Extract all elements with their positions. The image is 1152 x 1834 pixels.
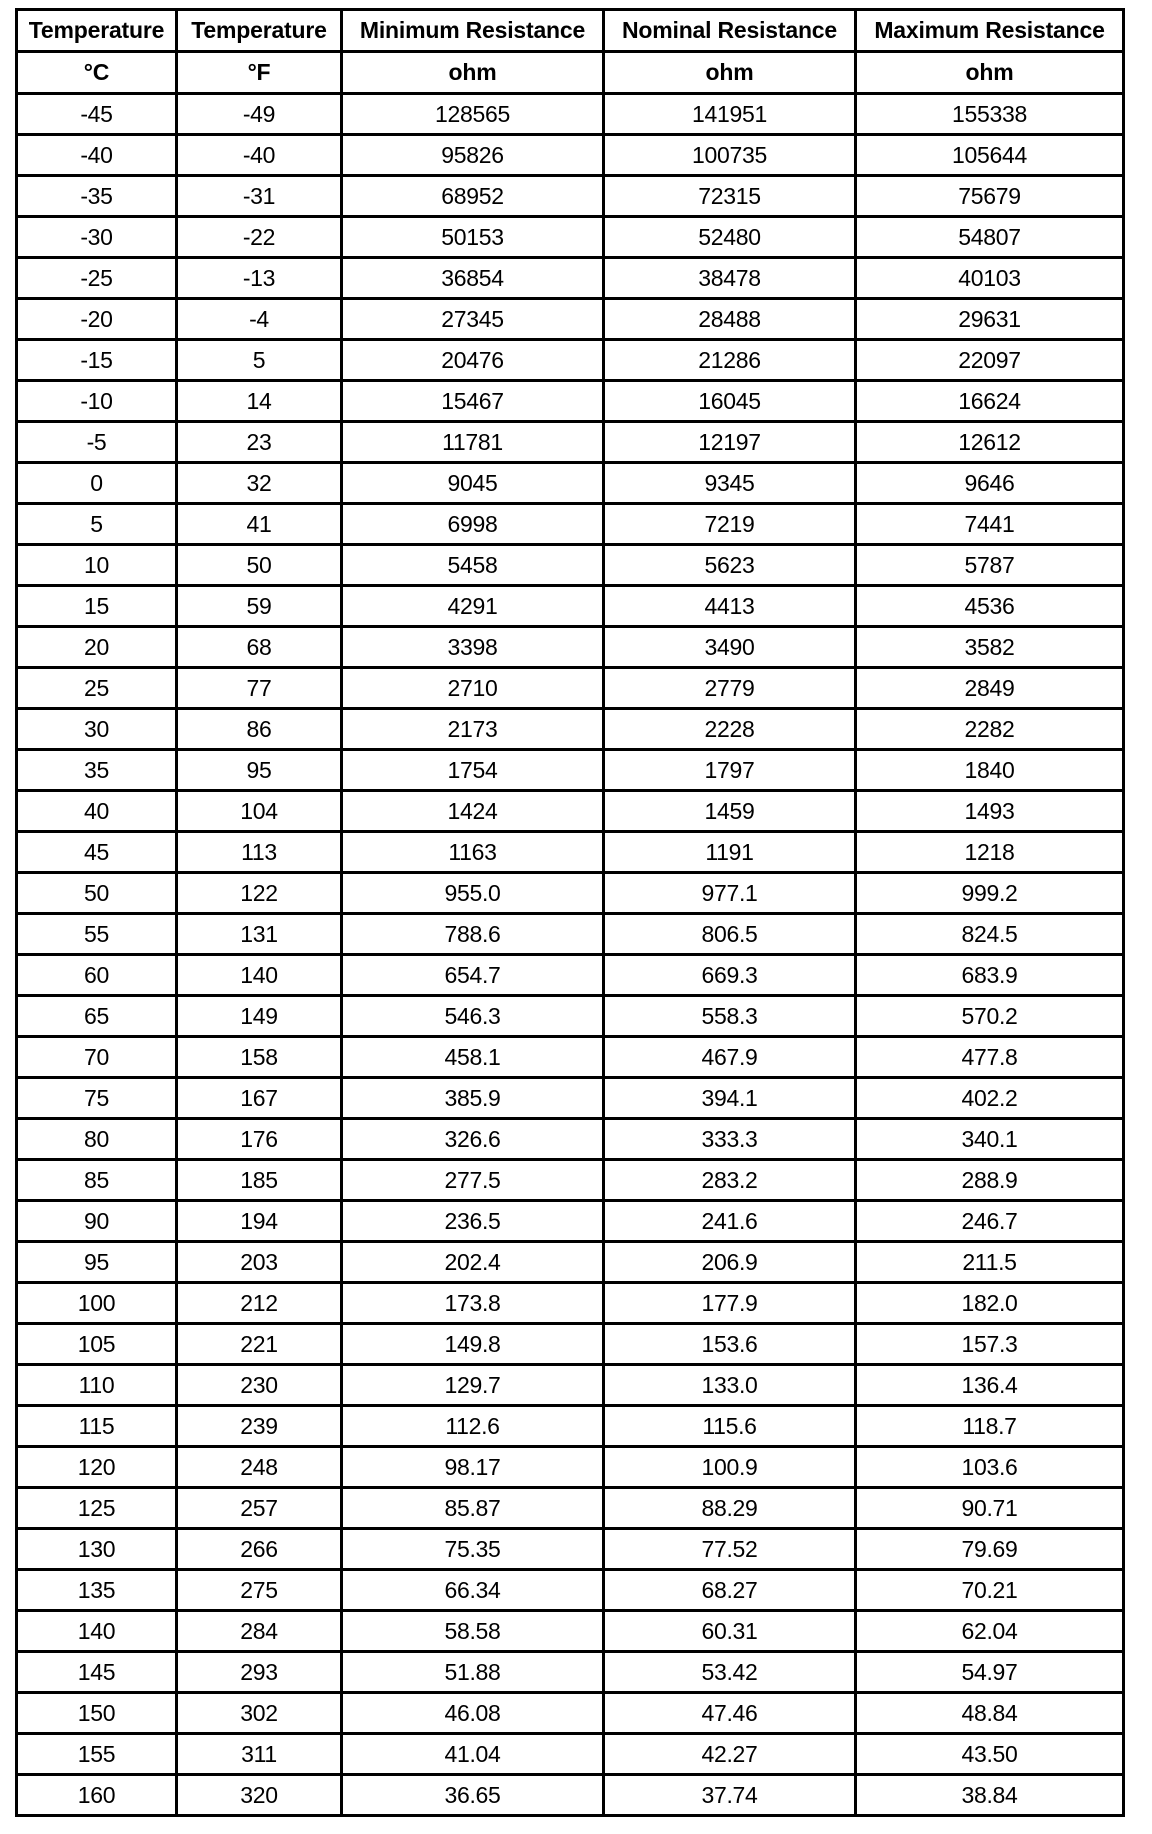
cell-maximum-resistance: 48.84 bbox=[856, 1693, 1124, 1734]
cell-fahrenheit: 185 bbox=[177, 1160, 342, 1201]
table-row bbox=[17, 422, 1124, 463]
table-row bbox=[17, 1365, 1124, 1406]
cell-celsius: -40 bbox=[17, 135, 177, 176]
cell-minimum-resistance: 202.4 bbox=[342, 1242, 604, 1283]
cell-celsius: 75 bbox=[17, 1078, 177, 1119]
cell-minimum-resistance: 129.7 bbox=[342, 1365, 604, 1406]
cell-celsius: 80 bbox=[17, 1119, 177, 1160]
cell-celsius: 100 bbox=[17, 1283, 177, 1324]
table-row bbox=[17, 217, 1124, 258]
cell-minimum-resistance: 326.6 bbox=[342, 1119, 604, 1160]
table-row bbox=[17, 832, 1124, 873]
cell-celsius: 85 bbox=[17, 1160, 177, 1201]
table-row bbox=[17, 1529, 1124, 1570]
table-row bbox=[17, 1283, 1124, 1324]
cell-maximum-resistance: 70.21 bbox=[856, 1570, 1124, 1611]
table-head bbox=[17, 10, 1124, 94]
header-maximum-resistance: Maximum Resistance bbox=[856, 10, 1124, 52]
cell-nominal-resistance: 100.9 bbox=[604, 1447, 856, 1488]
cell-maximum-resistance: 75679 bbox=[856, 176, 1124, 217]
cell-minimum-resistance: 5458 bbox=[342, 545, 604, 586]
cell-maximum-resistance: 5787 bbox=[856, 545, 1124, 586]
cell-minimum-resistance: 128565 bbox=[342, 94, 604, 135]
cell-maximum-resistance: 288.9 bbox=[856, 1160, 1124, 1201]
cell-fahrenheit: 275 bbox=[177, 1570, 342, 1611]
cell-maximum-resistance: 824.5 bbox=[856, 914, 1124, 955]
cell-minimum-resistance: 546.3 bbox=[342, 996, 604, 1037]
table-row bbox=[17, 545, 1124, 586]
cell-minimum-resistance: 15467 bbox=[342, 381, 604, 422]
header-nominal-resistance: Nominal Resistance bbox=[604, 10, 856, 52]
table-row bbox=[17, 955, 1124, 996]
table-row bbox=[17, 709, 1124, 750]
cell-minimum-resistance: 27345 bbox=[342, 299, 604, 340]
cell-fahrenheit: 302 bbox=[177, 1693, 342, 1734]
cell-celsius: 0 bbox=[17, 463, 177, 504]
cell-fahrenheit: 221 bbox=[177, 1324, 342, 1365]
cell-maximum-resistance: 118.7 bbox=[856, 1406, 1124, 1447]
table-row bbox=[17, 586, 1124, 627]
cell-celsius: 60 bbox=[17, 955, 177, 996]
cell-fahrenheit: 140 bbox=[177, 955, 342, 996]
cell-nominal-resistance: 28488 bbox=[604, 299, 856, 340]
cell-minimum-resistance: 51.88 bbox=[342, 1652, 604, 1693]
cell-nominal-resistance: 1191 bbox=[604, 832, 856, 873]
cell-celsius: 65 bbox=[17, 996, 177, 1037]
cell-maximum-resistance: 38.84 bbox=[856, 1775, 1124, 1816]
cell-fahrenheit: 203 bbox=[177, 1242, 342, 1283]
cell-maximum-resistance: 1840 bbox=[856, 750, 1124, 791]
cell-fahrenheit: 95 bbox=[177, 750, 342, 791]
unit-maximum-ohm: ohm bbox=[856, 52, 1124, 94]
cell-celsius: 45 bbox=[17, 832, 177, 873]
table-row bbox=[17, 627, 1124, 668]
cell-nominal-resistance: 669.3 bbox=[604, 955, 856, 996]
cell-celsius: 130 bbox=[17, 1529, 177, 1570]
table-row bbox=[17, 1119, 1124, 1160]
cell-nominal-resistance: 21286 bbox=[604, 340, 856, 381]
cell-nominal-resistance: 16045 bbox=[604, 381, 856, 422]
cell-nominal-resistance: 37.74 bbox=[604, 1775, 856, 1816]
table-row bbox=[17, 1611, 1124, 1652]
cell-celsius: 40 bbox=[17, 791, 177, 832]
cell-fahrenheit: 113 bbox=[177, 832, 342, 873]
units-row bbox=[17, 52, 1124, 94]
cell-maximum-resistance: 7441 bbox=[856, 504, 1124, 545]
cell-maximum-resistance: 570.2 bbox=[856, 996, 1124, 1037]
unit-celsius: °C bbox=[17, 52, 177, 94]
cell-maximum-resistance: 340.1 bbox=[856, 1119, 1124, 1160]
cell-nominal-resistance: 141951 bbox=[604, 94, 856, 135]
cell-celsius: 145 bbox=[17, 1652, 177, 1693]
cell-maximum-resistance: 103.6 bbox=[856, 1447, 1124, 1488]
cell-maximum-resistance: 157.3 bbox=[856, 1324, 1124, 1365]
cell-celsius: 140 bbox=[17, 1611, 177, 1652]
cell-maximum-resistance: 999.2 bbox=[856, 873, 1124, 914]
cell-nominal-resistance: 283.2 bbox=[604, 1160, 856, 1201]
cell-nominal-resistance: 72315 bbox=[604, 176, 856, 217]
table-row bbox=[17, 1160, 1124, 1201]
cell-minimum-resistance: 1754 bbox=[342, 750, 604, 791]
cell-fahrenheit: 284 bbox=[177, 1611, 342, 1652]
cell-minimum-resistance: 66.34 bbox=[342, 1570, 604, 1611]
header-temperature-fahrenheit: Temperature bbox=[177, 10, 342, 52]
cell-celsius: -25 bbox=[17, 258, 177, 299]
table-row bbox=[17, 914, 1124, 955]
cell-fahrenheit: 266 bbox=[177, 1529, 342, 1570]
cell-minimum-resistance: 98.17 bbox=[342, 1447, 604, 1488]
cell-fahrenheit: 248 bbox=[177, 1447, 342, 1488]
cell-nominal-resistance: 115.6 bbox=[604, 1406, 856, 1447]
cell-maximum-resistance: 2282 bbox=[856, 709, 1124, 750]
cell-celsius: 125 bbox=[17, 1488, 177, 1529]
cell-maximum-resistance: 155338 bbox=[856, 94, 1124, 135]
cell-celsius: 70 bbox=[17, 1037, 177, 1078]
cell-minimum-resistance: 46.08 bbox=[342, 1693, 604, 1734]
cell-fahrenheit: 50 bbox=[177, 545, 342, 586]
cell-minimum-resistance: 75.35 bbox=[342, 1529, 604, 1570]
cell-maximum-resistance: 90.71 bbox=[856, 1488, 1124, 1529]
cell-nominal-resistance: 2779 bbox=[604, 668, 856, 709]
resistance-table-container bbox=[15, 8, 1122, 1817]
cell-minimum-resistance: 2710 bbox=[342, 668, 604, 709]
cell-maximum-resistance: 136.4 bbox=[856, 1365, 1124, 1406]
cell-minimum-resistance: 149.8 bbox=[342, 1324, 604, 1365]
cell-fahrenheit: 131 bbox=[177, 914, 342, 955]
table-row bbox=[17, 1488, 1124, 1529]
cell-fahrenheit: 14 bbox=[177, 381, 342, 422]
table-row bbox=[17, 94, 1124, 135]
cell-minimum-resistance: 236.5 bbox=[342, 1201, 604, 1242]
cell-fahrenheit: 23 bbox=[177, 422, 342, 463]
table-row bbox=[17, 299, 1124, 340]
cell-maximum-resistance: 211.5 bbox=[856, 1242, 1124, 1283]
cell-maximum-resistance: 4536 bbox=[856, 586, 1124, 627]
cell-minimum-resistance: 1424 bbox=[342, 791, 604, 832]
cell-nominal-resistance: 394.1 bbox=[604, 1078, 856, 1119]
table-row bbox=[17, 1734, 1124, 1775]
table-row bbox=[17, 381, 1124, 422]
cell-maximum-resistance: 12612 bbox=[856, 422, 1124, 463]
cell-celsius: 120 bbox=[17, 1447, 177, 1488]
cell-celsius: 160 bbox=[17, 1775, 177, 1816]
table-row bbox=[17, 1324, 1124, 1365]
cell-nominal-resistance: 558.3 bbox=[604, 996, 856, 1037]
cell-celsius: 15 bbox=[17, 586, 177, 627]
cell-minimum-resistance: 11781 bbox=[342, 422, 604, 463]
table-row bbox=[17, 668, 1124, 709]
cell-maximum-resistance: 105644 bbox=[856, 135, 1124, 176]
cell-celsius: 35 bbox=[17, 750, 177, 791]
cell-nominal-resistance: 68.27 bbox=[604, 1570, 856, 1611]
cell-nominal-resistance: 177.9 bbox=[604, 1283, 856, 1324]
cell-celsius: -20 bbox=[17, 299, 177, 340]
table-row bbox=[17, 873, 1124, 914]
cell-minimum-resistance: 9045 bbox=[342, 463, 604, 504]
cell-celsius: 30 bbox=[17, 709, 177, 750]
cell-maximum-resistance: 402.2 bbox=[856, 1078, 1124, 1119]
table-body bbox=[17, 94, 1124, 1816]
table-row bbox=[17, 791, 1124, 832]
cell-maximum-resistance: 22097 bbox=[856, 340, 1124, 381]
cell-minimum-resistance: 2173 bbox=[342, 709, 604, 750]
cell-celsius: -5 bbox=[17, 422, 177, 463]
cell-nominal-resistance: 100735 bbox=[604, 135, 856, 176]
table-row bbox=[17, 1078, 1124, 1119]
cell-fahrenheit: 122 bbox=[177, 873, 342, 914]
cell-fahrenheit: -31 bbox=[177, 176, 342, 217]
cell-maximum-resistance: 683.9 bbox=[856, 955, 1124, 996]
cell-minimum-resistance: 458.1 bbox=[342, 1037, 604, 1078]
header-row bbox=[17, 10, 1124, 52]
cell-nominal-resistance: 77.52 bbox=[604, 1529, 856, 1570]
cell-fahrenheit: 293 bbox=[177, 1652, 342, 1693]
cell-nominal-resistance: 12197 bbox=[604, 422, 856, 463]
cell-fahrenheit: 194 bbox=[177, 1201, 342, 1242]
cell-maximum-resistance: 1493 bbox=[856, 791, 1124, 832]
unit-fahrenheit: °F bbox=[177, 52, 342, 94]
unit-minimum-ohm: ohm bbox=[342, 52, 604, 94]
cell-minimum-resistance: 95826 bbox=[342, 135, 604, 176]
header-temperature-celsius: Temperature bbox=[17, 10, 177, 52]
cell-fahrenheit: 32 bbox=[177, 463, 342, 504]
cell-nominal-resistance: 52480 bbox=[604, 217, 856, 258]
cell-celsius: 155 bbox=[17, 1734, 177, 1775]
table-row bbox=[17, 1570, 1124, 1611]
header-minimum-resistance: Minimum Resistance bbox=[342, 10, 604, 52]
cell-nominal-resistance: 977.1 bbox=[604, 873, 856, 914]
cell-nominal-resistance: 53.42 bbox=[604, 1652, 856, 1693]
cell-nominal-resistance: 153.6 bbox=[604, 1324, 856, 1365]
table-row bbox=[17, 463, 1124, 504]
cell-fahrenheit: 230 bbox=[177, 1365, 342, 1406]
cell-fahrenheit: 5 bbox=[177, 340, 342, 381]
table-row bbox=[17, 1242, 1124, 1283]
cell-nominal-resistance: 7219 bbox=[604, 504, 856, 545]
cell-minimum-resistance: 6998 bbox=[342, 504, 604, 545]
cell-minimum-resistance: 36854 bbox=[342, 258, 604, 299]
cell-nominal-resistance: 60.31 bbox=[604, 1611, 856, 1652]
cell-fahrenheit: 41 bbox=[177, 504, 342, 545]
cell-maximum-resistance: 1218 bbox=[856, 832, 1124, 873]
cell-celsius: 135 bbox=[17, 1570, 177, 1611]
cell-maximum-resistance: 29631 bbox=[856, 299, 1124, 340]
cell-fahrenheit: 167 bbox=[177, 1078, 342, 1119]
cell-fahrenheit: 257 bbox=[177, 1488, 342, 1529]
cell-celsius: 25 bbox=[17, 668, 177, 709]
cell-nominal-resistance: 38478 bbox=[604, 258, 856, 299]
cell-nominal-resistance: 3490 bbox=[604, 627, 856, 668]
cell-fahrenheit: -22 bbox=[177, 217, 342, 258]
cell-nominal-resistance: 1459 bbox=[604, 791, 856, 832]
cell-celsius: 5 bbox=[17, 504, 177, 545]
cell-maximum-resistance: 182.0 bbox=[856, 1283, 1124, 1324]
table-row bbox=[17, 135, 1124, 176]
cell-nominal-resistance: 9345 bbox=[604, 463, 856, 504]
cell-nominal-resistance: 88.29 bbox=[604, 1488, 856, 1529]
cell-minimum-resistance: 68952 bbox=[342, 176, 604, 217]
table-row bbox=[17, 176, 1124, 217]
cell-maximum-resistance: 3582 bbox=[856, 627, 1124, 668]
cell-minimum-resistance: 4291 bbox=[342, 586, 604, 627]
cell-fahrenheit: 77 bbox=[177, 668, 342, 709]
cell-minimum-resistance: 277.5 bbox=[342, 1160, 604, 1201]
cell-celsius: 95 bbox=[17, 1242, 177, 1283]
cell-fahrenheit: 320 bbox=[177, 1775, 342, 1816]
cell-celsius: -35 bbox=[17, 176, 177, 217]
cell-fahrenheit: 212 bbox=[177, 1283, 342, 1324]
cell-fahrenheit: 239 bbox=[177, 1406, 342, 1447]
cell-minimum-resistance: 85.87 bbox=[342, 1488, 604, 1529]
cell-minimum-resistance: 36.65 bbox=[342, 1775, 604, 1816]
cell-celsius: 110 bbox=[17, 1365, 177, 1406]
cell-fahrenheit: 149 bbox=[177, 996, 342, 1037]
table-row bbox=[17, 504, 1124, 545]
table-row bbox=[17, 750, 1124, 791]
cell-maximum-resistance: 2849 bbox=[856, 668, 1124, 709]
cell-minimum-resistance: 41.04 bbox=[342, 1734, 604, 1775]
cell-minimum-resistance: 955.0 bbox=[342, 873, 604, 914]
cell-celsius: -15 bbox=[17, 340, 177, 381]
table-row bbox=[17, 258, 1124, 299]
cell-minimum-resistance: 112.6 bbox=[342, 1406, 604, 1447]
cell-fahrenheit: 311 bbox=[177, 1734, 342, 1775]
table-row bbox=[17, 1201, 1124, 1242]
cell-maximum-resistance: 9646 bbox=[856, 463, 1124, 504]
cell-fahrenheit: -40 bbox=[177, 135, 342, 176]
cell-maximum-resistance: 54.97 bbox=[856, 1652, 1124, 1693]
cell-nominal-resistance: 333.3 bbox=[604, 1119, 856, 1160]
cell-maximum-resistance: 79.69 bbox=[856, 1529, 1124, 1570]
unit-nominal-ohm: ohm bbox=[604, 52, 856, 94]
cell-nominal-resistance: 5623 bbox=[604, 545, 856, 586]
table-row bbox=[17, 1037, 1124, 1078]
cell-celsius: 105 bbox=[17, 1324, 177, 1365]
cell-celsius: 20 bbox=[17, 627, 177, 668]
cell-minimum-resistance: 173.8 bbox=[342, 1283, 604, 1324]
cell-celsius: 10 bbox=[17, 545, 177, 586]
cell-nominal-resistance: 806.5 bbox=[604, 914, 856, 955]
cell-maximum-resistance: 16624 bbox=[856, 381, 1124, 422]
cell-celsius: 50 bbox=[17, 873, 177, 914]
table-row bbox=[17, 1775, 1124, 1816]
cell-fahrenheit: 176 bbox=[177, 1119, 342, 1160]
cell-nominal-resistance: 467.9 bbox=[604, 1037, 856, 1078]
cell-fahrenheit: -13 bbox=[177, 258, 342, 299]
cell-minimum-resistance: 788.6 bbox=[342, 914, 604, 955]
cell-minimum-resistance: 1163 bbox=[342, 832, 604, 873]
cell-maximum-resistance: 40103 bbox=[856, 258, 1124, 299]
cell-minimum-resistance: 654.7 bbox=[342, 955, 604, 996]
cell-nominal-resistance: 47.46 bbox=[604, 1693, 856, 1734]
cell-nominal-resistance: 206.9 bbox=[604, 1242, 856, 1283]
cell-celsius: 115 bbox=[17, 1406, 177, 1447]
table-row bbox=[17, 1693, 1124, 1734]
cell-minimum-resistance: 385.9 bbox=[342, 1078, 604, 1119]
cell-fahrenheit: 68 bbox=[177, 627, 342, 668]
cell-maximum-resistance: 43.50 bbox=[856, 1734, 1124, 1775]
cell-fahrenheit: 86 bbox=[177, 709, 342, 750]
cell-maximum-resistance: 246.7 bbox=[856, 1201, 1124, 1242]
cell-fahrenheit: 104 bbox=[177, 791, 342, 832]
cell-minimum-resistance: 3398 bbox=[342, 627, 604, 668]
cell-maximum-resistance: 54807 bbox=[856, 217, 1124, 258]
table-row bbox=[17, 996, 1124, 1037]
cell-fahrenheit: 158 bbox=[177, 1037, 342, 1078]
table-row bbox=[17, 1447, 1124, 1488]
table-row bbox=[17, 1652, 1124, 1693]
cell-fahrenheit: -49 bbox=[177, 94, 342, 135]
table-row bbox=[17, 340, 1124, 381]
cell-nominal-resistance: 133.0 bbox=[604, 1365, 856, 1406]
cell-nominal-resistance: 4413 bbox=[604, 586, 856, 627]
cell-minimum-resistance: 58.58 bbox=[342, 1611, 604, 1652]
cell-minimum-resistance: 50153 bbox=[342, 217, 604, 258]
cell-maximum-resistance: 62.04 bbox=[856, 1611, 1124, 1652]
cell-celsius: 55 bbox=[17, 914, 177, 955]
cell-nominal-resistance: 42.27 bbox=[604, 1734, 856, 1775]
cell-celsius: -10 bbox=[17, 381, 177, 422]
cell-celsius: 150 bbox=[17, 1693, 177, 1734]
cell-celsius: -30 bbox=[17, 217, 177, 258]
cell-fahrenheit: 59 bbox=[177, 586, 342, 627]
cell-celsius: 90 bbox=[17, 1201, 177, 1242]
cell-fahrenheit: -4 bbox=[177, 299, 342, 340]
thermistor-resistance-table bbox=[15, 8, 1125, 1817]
cell-nominal-resistance: 241.6 bbox=[604, 1201, 856, 1242]
cell-minimum-resistance: 20476 bbox=[342, 340, 604, 381]
cell-maximum-resistance: 477.8 bbox=[856, 1037, 1124, 1078]
table-row bbox=[17, 1406, 1124, 1447]
cell-nominal-resistance: 1797 bbox=[604, 750, 856, 791]
cell-celsius: -45 bbox=[17, 94, 177, 135]
cell-nominal-resistance: 2228 bbox=[604, 709, 856, 750]
